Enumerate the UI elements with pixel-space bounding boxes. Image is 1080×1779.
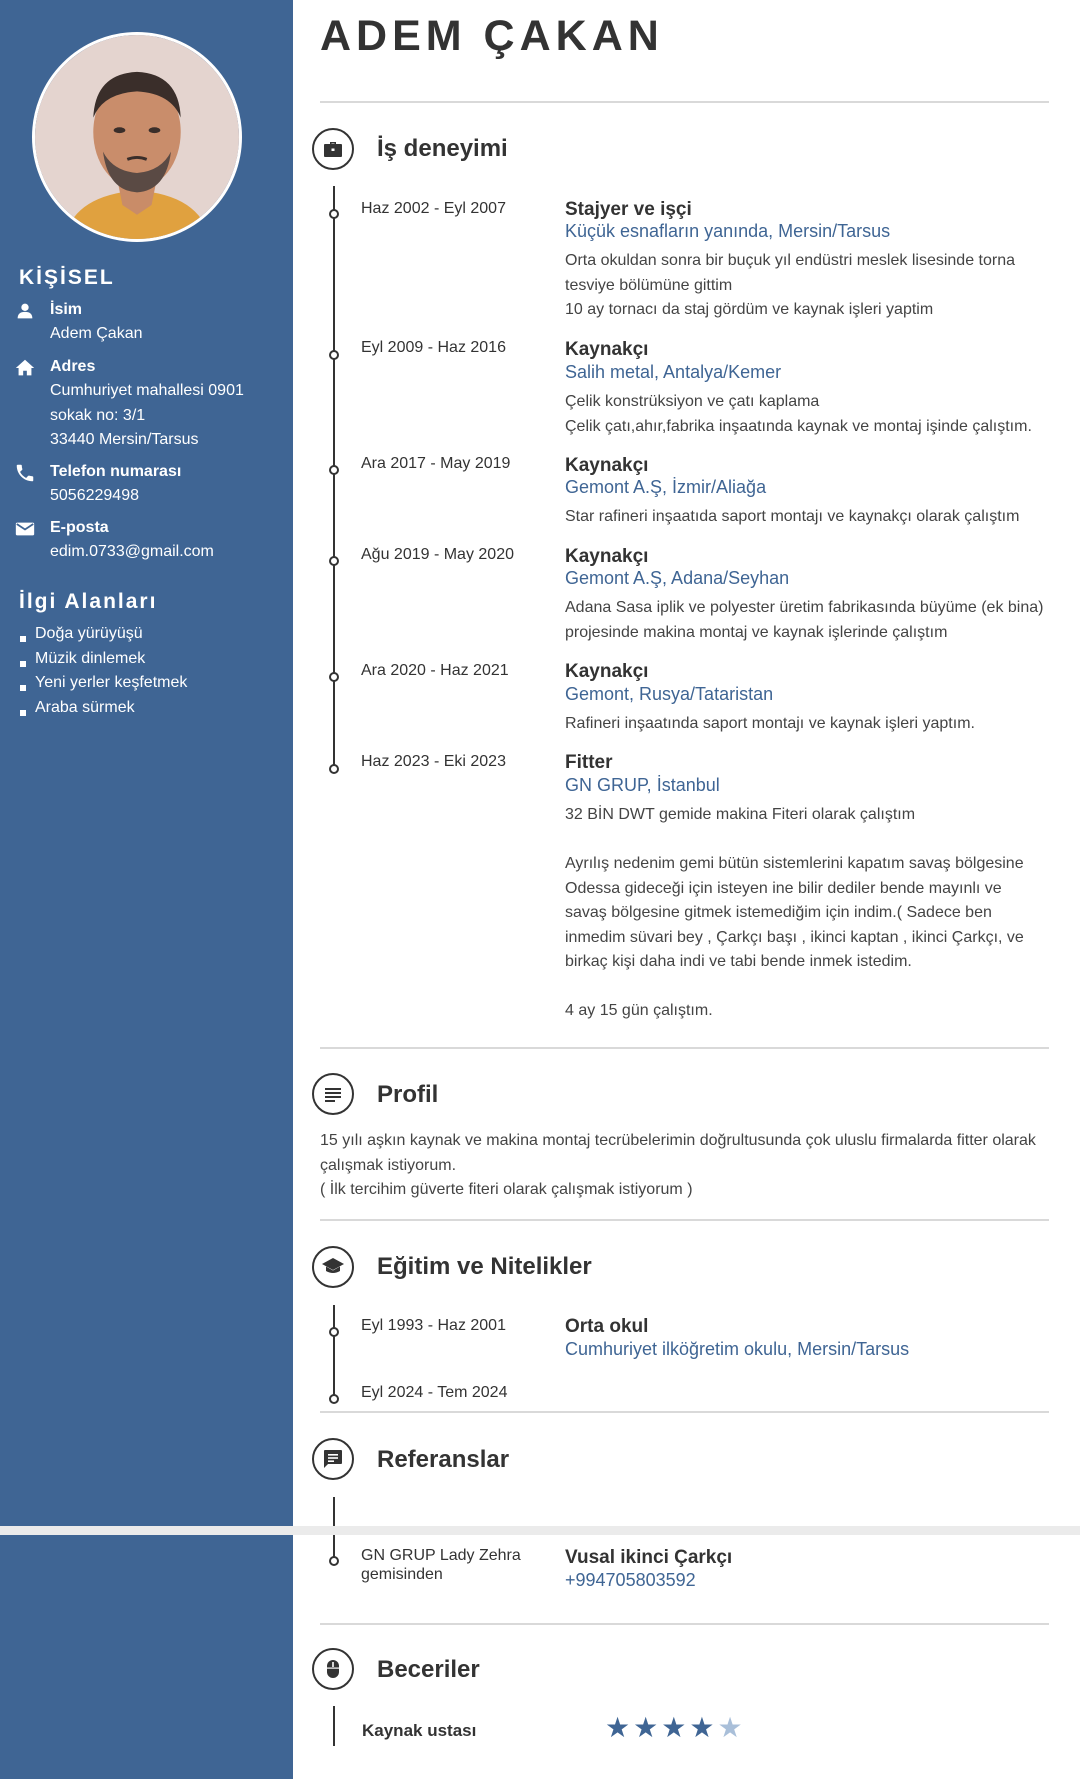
mail-icon: [14, 518, 36, 540]
job-date: Ağu 2019 - May 2020: [361, 546, 514, 563]
job-date: Ara 2020 - Haz 2021: [361, 662, 509, 679]
timeline-dot: [329, 1556, 339, 1566]
star-filled-icon: ★: [689, 1712, 718, 1743]
personal-label: Adres: [50, 358, 96, 375]
personal-value: Adem Çakan: [50, 325, 143, 342]
job-title: Kaynakçı: [565, 339, 649, 360]
timeline-dot: [329, 1394, 339, 1404]
timeline-dot: [329, 209, 339, 219]
job-title: Kaynakçı: [565, 661, 649, 682]
star-filled-icon: ★: [633, 1712, 662, 1743]
graduation-cap-icon: [321, 1255, 345, 1279]
job-place: Gemont, Rusya/Tataristan: [565, 684, 774, 704]
reference-name: Vusal ikinci Çarkçı: [565, 1547, 733, 1568]
skills-title: Beceriler: [377, 1656, 480, 1683]
timeline-dot: [329, 465, 339, 475]
education-date: Eyl 2024 - Tem 2024: [361, 1384, 508, 1401]
profile-photo: [32, 32, 242, 242]
chat-icon: [321, 1447, 345, 1471]
mouse-icon: [321, 1657, 345, 1681]
text-lines-icon: [321, 1082, 345, 1106]
education-place: Cumhuriyet ilköğretim okulu, Mersin/Tarsus: [565, 1339, 910, 1359]
job-title: Fitter: [565, 752, 613, 773]
profile-title: Profil: [377, 1081, 439, 1108]
profile-text: 15 yılı aşkın kaynak ve makina montaj tecrübelerimin doğrultusunda çok uluslu firmalarda fitter olarak çalışmak istiyorum. ( İlk tercihim güverte fiteri olarak çalışmak istiyorum ): [320, 1132, 1036, 1198]
timeline-dot: [329, 672, 339, 682]
email-value[interactable]: edim.0733@gmail.com: [50, 543, 214, 560]
references-title: Referanslar: [377, 1446, 510, 1473]
divider: [320, 1623, 1049, 1625]
star-filled-icon: ★: [661, 1712, 690, 1743]
references-section-icon: [312, 1438, 354, 1480]
timeline-line: [333, 1706, 335, 1746]
profile-photo-image: [35, 35, 239, 239]
reference-organization: GN GRUP Lady Zehra gemisinden: [361, 1547, 521, 1583]
job-title: Stajyer ve işçi: [565, 199, 692, 220]
personal-value: 5056229498: [50, 487, 139, 504]
experience-title: İş deneyimi: [377, 135, 508, 162]
education-date: Eyl 1993 - Haz 2001: [361, 1317, 506, 1334]
profile-section-icon: [312, 1073, 354, 1115]
job-date: Haz 2002 - Eyl 2007: [361, 200, 506, 217]
timeline-line: [333, 1305, 335, 1401]
personal-label: Telefon numarası: [50, 463, 182, 480]
personal-heading: KİŞİSEL: [19, 266, 115, 289]
personal-item-phone: [50, 460, 280, 509]
personal-label: E-posta: [50, 519, 109, 536]
divider: [320, 1411, 1049, 1413]
timeline-line: [333, 186, 335, 771]
personal-label: İsim: [50, 301, 83, 318]
job-date: Haz 2023 - Eki 2023: [361, 753, 506, 770]
job-place: GN GRUP, İstanbul: [565, 775, 720, 795]
interests-list: [20, 622, 187, 720]
briefcase-icon: [321, 137, 345, 161]
job-date: Eyl 2009 - Haz 2016: [361, 339, 506, 356]
interest-item: Müzik dinlemek: [20, 647, 187, 672]
skills-section-icon: [312, 1648, 354, 1690]
job-title: Kaynakçı: [565, 455, 649, 476]
timeline-dot: [329, 350, 339, 360]
timeline-dot: [329, 764, 339, 774]
interest-item: Yeni yerler keşfetmek: [20, 671, 187, 696]
experience-section-icon: [312, 128, 354, 170]
interests-heading: İlgi Alanları: [19, 590, 158, 613]
phone-icon: [14, 462, 36, 484]
skill-rating: [605, 1714, 746, 1742]
job-description: Çelik konstrüksiyon ve çatı kaplama Çelik çatı,ahır,fabrika inşaatında kaynak ve montaj işinde çalıştım.: [565, 393, 1032, 435]
divider: [320, 1219, 1049, 1221]
job-place: Gemont A.Ş, Adana/Seyhan: [565, 568, 790, 588]
interest-item: Araba sürmek: [20, 696, 187, 721]
job-title: Kaynakçı: [565, 546, 649, 567]
interest-item: Doğa yürüyüşü: [20, 622, 187, 647]
personal-value: Cumhuriyet mahallesi 0901 sokak no: 3/1 33440 Mersin/Tarsus: [50, 382, 244, 448]
personal-item-name: [50, 298, 280, 347]
job-description: Adana Sasa iplik ve polyester üretim fabrikasında büyüme (ek bina) projesinde makina montaj ve kaynak işlerinde çalıştım: [565, 599, 1044, 641]
timeline-dot: [329, 556, 339, 566]
home-icon: [14, 357, 36, 379]
divider: [320, 101, 1049, 103]
job-date: Ara 2017 - May 2019: [361, 455, 511, 472]
person-icon: [14, 300, 36, 322]
job-description: 32 BİN DWT gemide makina Fiteri olarak çalıştım Ayrılış nedenim gemi bütün sistemlerini kapatım savaş bölgesine Odessa gideceği için isteyen ine bilir dediler bende mayınlı ve savaş bölgesine gitmek istemediğim için indim.( Sadece ben inmedim süvari bey , Çarkçı başı , ikinci kaptan , ikinci Çarkçı, ve birkaç kişi daha indi ve tabi bende inmek istedim. 4 ay 15 gün çalıştım.: [565, 806, 1024, 1019]
page-title: ADEM ÇAKAN: [320, 12, 664, 60]
job-description: Orta okuldan sonra bir buçuk yıl endüstri meslek lisesinde torna tesviye bölümüne gittim 10 ay tornacı da staj gördüm ve kaynak işleri yaptim: [565, 252, 1015, 318]
page-break: [0, 1526, 1080, 1535]
job-place: Salih metal, Antalya/Kemer: [565, 362, 782, 382]
timeline-line: [333, 1497, 335, 1526]
skill-name: Kaynak ustası: [362, 1721, 477, 1740]
star-empty-icon: ★: [717, 1712, 746, 1743]
education-title: Eğitim ve Nitelikler: [377, 1253, 592, 1280]
divider: [320, 1047, 1049, 1049]
job-place: Gemont A.Ş, İzmir/Aliağa: [565, 477, 767, 497]
sidebar: [0, 0, 293, 1779]
timeline-dot: [329, 1327, 339, 1337]
personal-item-email: [50, 516, 280, 565]
education-title-item: Orta okul: [565, 1316, 649, 1337]
job-place: Küçük esnafların yanında, Mersin/Tarsus: [565, 221, 891, 241]
star-filled-icon: ★: [605, 1712, 634, 1743]
education-section-icon: [312, 1246, 354, 1288]
reference-phone[interactable]: +994705803592: [565, 1570, 696, 1590]
personal-item-address: [50, 355, 280, 453]
job-description: Star rafineri inşaatıda saport montajı ve kaynakçı olarak çalıştım: [565, 508, 1020, 525]
job-description: Rafineri inşaatında saport montajı ve kaynak işleri yaptım.: [565, 715, 975, 732]
